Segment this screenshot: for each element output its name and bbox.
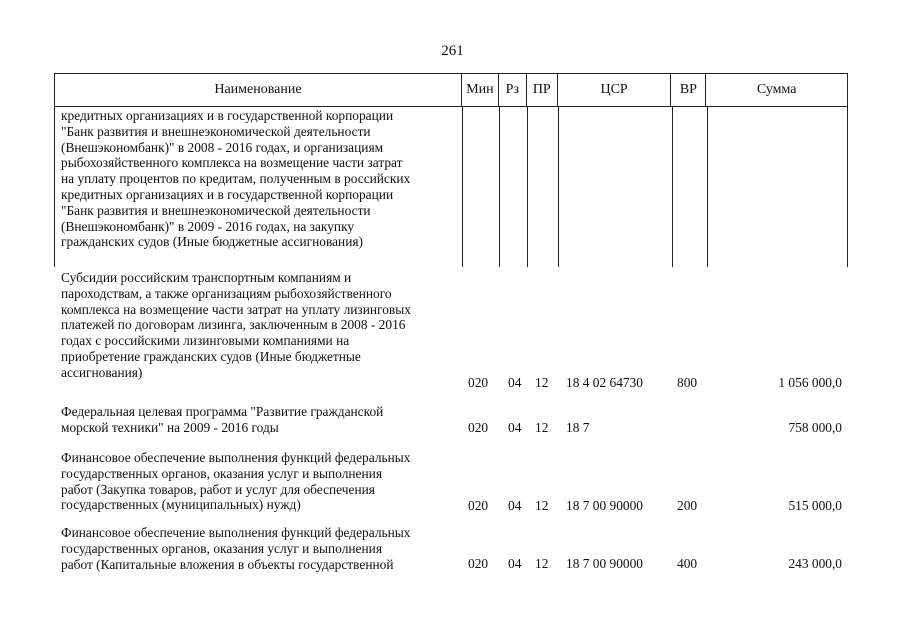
cell-csr: 18 7 00 90000 bbox=[566, 498, 643, 513]
table-row bbox=[61, 108, 457, 250]
row-text-line: кредитных организациях и в государственной корпорации bbox=[61, 108, 394, 123]
header-vr: ВР bbox=[671, 74, 706, 106]
column-divider bbox=[558, 107, 559, 267]
cell-csr: 18 4 02 64730 bbox=[566, 375, 643, 390]
cell-pr: 12 bbox=[535, 498, 549, 513]
row-text-line: Финансовое обеспечение выполнения функций федеральных bbox=[61, 450, 411, 465]
row-text-line: платежей по договорам лизинга, заключенным в 2008 - 2016 bbox=[61, 317, 406, 333]
row-text-line: работ (Капитальные вложения в объекты государственной bbox=[61, 556, 394, 572]
table-row bbox=[61, 270, 457, 381]
cell-sum: 243 000,0 bbox=[788, 556, 842, 571]
row-text-line: рыбохозяйственного комплекса на возмещение части затрат bbox=[61, 155, 403, 171]
row-text-line: приобретение гражданских судов (Иные бюджетные bbox=[61, 348, 361, 364]
header-min: Мин bbox=[462, 74, 499, 106]
cell-rz: 04 bbox=[508, 556, 522, 571]
row-text-line: государственных (муниципальных) нужд) bbox=[61, 497, 301, 513]
row-text-line: работ (Закупка товаров, работ и услуг для обеспечения bbox=[61, 481, 375, 497]
row-text-line: Финансовое обеспечение выполнения функций федеральных bbox=[61, 525, 411, 540]
cell-csr: 18 7 00 90000 bbox=[566, 556, 643, 571]
cell-pr: 12 bbox=[535, 556, 549, 571]
row-text-line: кредитных организациях и в государственной корпорации bbox=[61, 186, 394, 202]
header-pr: ПР bbox=[527, 74, 558, 106]
cell-pr: 12 bbox=[535, 375, 549, 390]
row-text-line: ассигнования) bbox=[61, 364, 143, 380]
cell-rz: 04 bbox=[508, 420, 522, 435]
cell-min: 020 bbox=[468, 556, 489, 571]
column-divider bbox=[707, 107, 708, 267]
cell-rz: 04 bbox=[508, 375, 522, 390]
row-text-line: Субсидии российским транспортным компаниям и bbox=[61, 270, 352, 285]
cell-sum: 758 000,0 bbox=[788, 420, 842, 435]
cell-min: 020 bbox=[468, 498, 489, 513]
cell-min: 020 bbox=[468, 420, 489, 435]
cell-csr: 18 7 bbox=[566, 420, 590, 435]
cell-sum: 1 056 000,0 bbox=[778, 375, 842, 390]
table-border-left bbox=[54, 107, 55, 267]
header-csr: ЦСР bbox=[558, 74, 672, 106]
row-text-line: "Банк развития и внешнеэкономической деятельности bbox=[61, 202, 371, 218]
row-text-line: комплекса на возмещение части затрат на уплату лизинговых bbox=[61, 301, 411, 317]
table-header bbox=[54, 73, 848, 107]
row-text-line: гражданских судов (Иные бюджетные ассигнования) bbox=[61, 234, 364, 250]
row-text-line: годах с российскими лизинговыми компаниями на bbox=[61, 333, 350, 349]
table-row bbox=[61, 525, 457, 572]
table-row bbox=[61, 450, 457, 513]
page-number: 261 bbox=[441, 43, 464, 59]
row-text-line: государственных органов, оказания услуг и выполнения bbox=[61, 540, 382, 556]
table-row bbox=[61, 404, 457, 436]
cell-vr: 800 bbox=[677, 375, 698, 390]
header-rz: Рз bbox=[499, 74, 527, 106]
row-text-line: на уплату процентов по кредитам, полученным в российских bbox=[61, 171, 411, 187]
cell-vr: 200 bbox=[677, 498, 698, 513]
row-text-line: Федеральная целевая программа "Развитие гражданской bbox=[61, 404, 384, 419]
column-divider bbox=[672, 107, 673, 267]
row-text-line: морской техники" на 2009 - 2016 годы bbox=[61, 419, 279, 435]
header-sum: Сумма bbox=[756, 82, 797, 97]
cell-pr: 12 bbox=[535, 420, 549, 435]
table-border-right bbox=[847, 107, 848, 267]
row-text-line: пароходствам, а также организациям рыбохозяйственного bbox=[61, 285, 392, 301]
column-divider bbox=[499, 107, 500, 267]
row-text-line: (Внешэкономбанк)" в 2008 - 2016 годах, и организациям bbox=[61, 139, 384, 155]
header-name: Наименование bbox=[55, 74, 462, 106]
cell-min: 020 bbox=[468, 375, 489, 390]
cell-rz: 04 bbox=[508, 498, 522, 513]
row-text-line: государственных органов, оказания услуг и выполнения bbox=[61, 465, 382, 481]
cell-sum: 515 000,0 bbox=[788, 498, 842, 513]
row-text-line: "Банк развития и внешнеэкономической деятельности bbox=[61, 123, 371, 139]
row-text-line: (Внешэкономбанк)" в 2009 - 2016 годах, на закупку bbox=[61, 218, 355, 234]
cell-vr: 400 bbox=[677, 556, 698, 571]
column-divider bbox=[527, 107, 528, 267]
column-divider bbox=[462, 107, 463, 267]
